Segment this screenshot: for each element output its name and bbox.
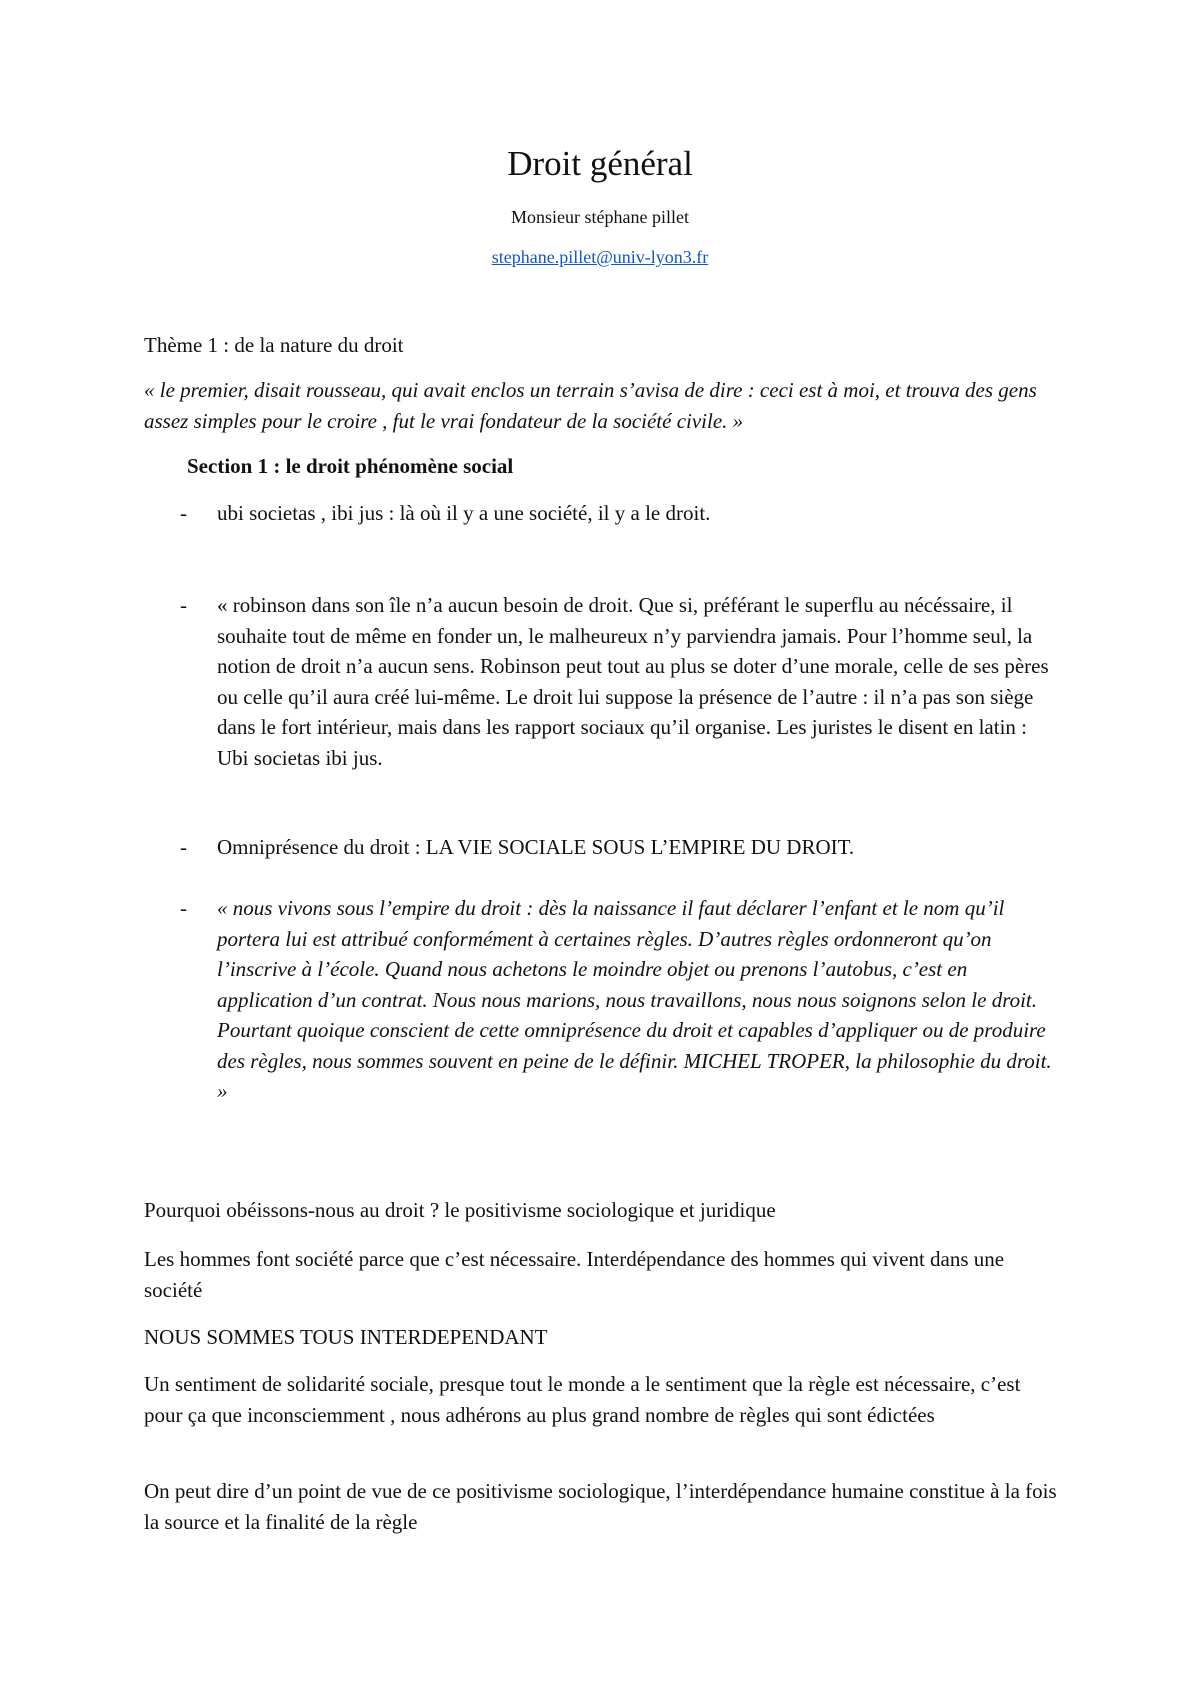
list-dash: - (180, 835, 187, 859)
list-item-text: « robinson dans son île n’a aucun besoin de droit. Que si, préférant le superflu au nécéssaire, il souhaite tout de même en fonder un, le malheureux n’y parviendra jamais. Pour l’homme seul, la notion de droit n’a aucun sens. Robinson peut tout au plus se doter d’une morale, celle de ses pères ou celle qu’il aura créé lui-même. Le droit lui suppose la présence de l’autre : il n’a pas son siège dans le fort intérieur, mais dans les rapport sociaux qu’il organise. Les juristes le disent en latin : Ubi societas ibi jus. (217, 593, 1049, 770)
list-dash: - (180, 501, 187, 525)
theme-heading: Thème 1 : de la nature du droit (144, 333, 404, 357)
email-link[interactable]: stephane.pillet@univ-lyon3.fr (491, 247, 709, 267)
list-item-text: ubi societas , ibi jus : là où il y a une société, il y a le droit. (217, 501, 711, 525)
list-item-text: « nous vivons sous l’empire du droit : dès la naissance il faut déclarer l’enfant et le nom qu’il portera lui est attribué conformément à certaines règles. D’autres règles ordonneront qu’on l’inscrive à l’école. Quand nous achetons le moindre objet ou prenons l’autobus, c’est en application d’un contrat. Nous nous marions, nous travaillons, nous nous soignons selon le droit. Pourtant quoique conscient de cette omniprésence du droit et capables d’appliquer ou de produire des règles, nous sommes souvent en peine de le définir. MICHEL TROPER, la philosophie du droit. » (217, 896, 1052, 1103)
list-dash: - (180, 593, 187, 617)
author-email (0, 245, 1200, 269)
paragraph: Les hommes font société parce que c’est nécessaire. Interdépendance des hommes qui vivent dans une société (144, 1247, 1005, 1302)
list-dash: - (180, 896, 187, 920)
paragraph: On peut dire d’un point de vue de ce positivisme sociologique, l’interdépendance humaine constitue à la fois la source et la finalité de la règle (144, 1479, 1057, 1534)
rousseau-quote: « le premier, disait rousseau, qui avait enclos un terrain s’avisa de dire : ceci est à moi, et trouva des gens assez simples pour le croire , fut le vrai fondateur de la société civile. » (144, 378, 1037, 433)
paragraph: Pourquoi obéissons-nous au droit ? le positivisme sociologique et juridique (144, 1198, 776, 1222)
author-name: Monsieur stéphane pillet (511, 207, 689, 227)
list-item-text: Omniprésence du droit : LA VIE SOCIALE SOUS L’EMPIRE DU DROIT. (217, 835, 855, 859)
paragraph: NOUS SOMMES TOUS INTERDEPENDANT (144, 1325, 548, 1349)
document-title: Droit général (507, 144, 693, 183)
section-heading: Section 1 : le droit phénomène social (187, 454, 514, 478)
paragraph: Un sentiment de solidarité sociale, presque tout le monde a le sentiment que la règle est nécessaire, c’est pour ça que inconsciemment , nous adhérons au plus grand nombre de règles qui sont édictées (144, 1372, 1021, 1427)
